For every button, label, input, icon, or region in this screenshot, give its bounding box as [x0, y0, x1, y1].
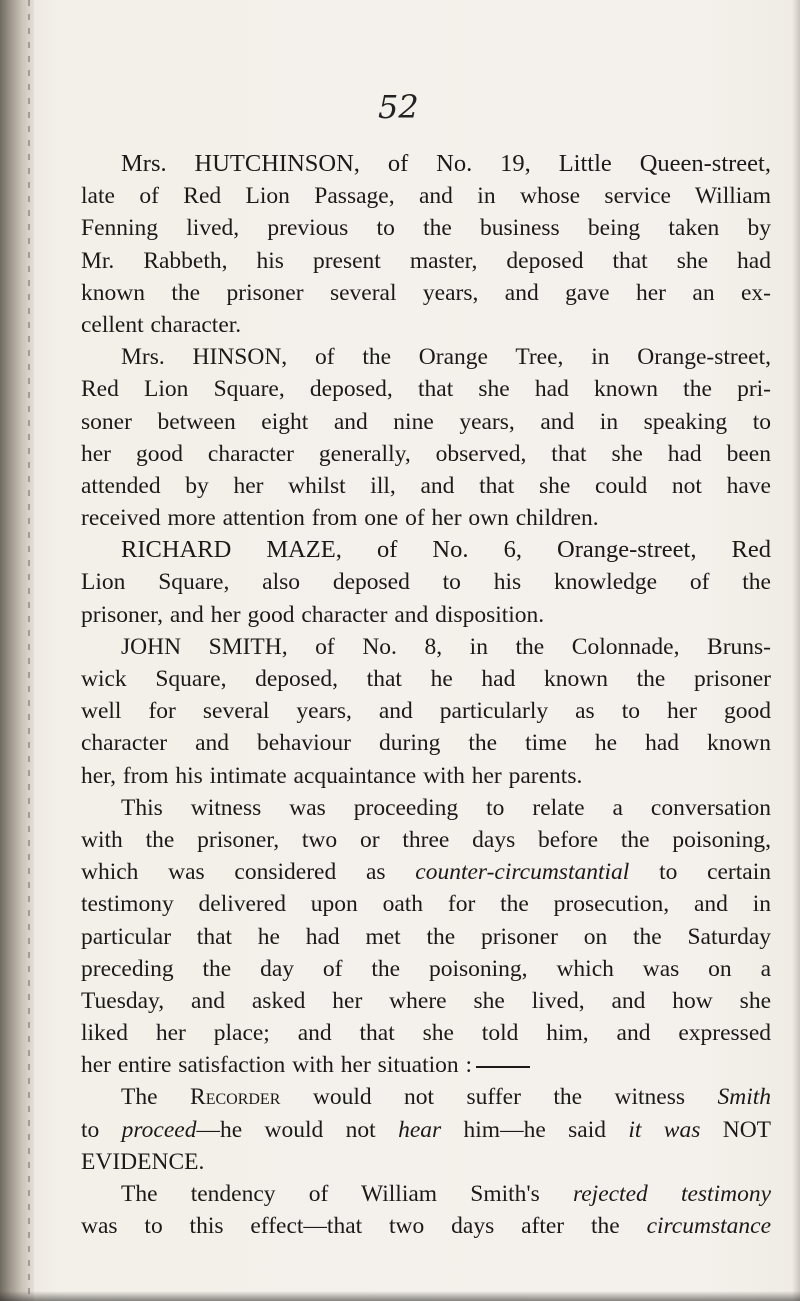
- text-run: would not suffer the witness: [312, 1084, 686, 1111]
- paragraph-smith: [81, 631, 771, 792]
- text-run: was to this effect—that two days after the: [81, 1213, 620, 1240]
- text-run: him—he said: [463, 1116, 606, 1143]
- italic-phrase: counter-circumstantial: [415, 859, 630, 886]
- paragraph-hinson: [81, 341, 771, 534]
- italic-phrase: hear: [398, 1116, 442, 1143]
- text-line: [81, 1178, 771, 1210]
- small-caps-title: Recorder: [190, 1084, 281, 1111]
- text-run: —he would not: [196, 1116, 376, 1143]
- italic-phrase: proceed: [121, 1116, 197, 1143]
- text-line: well for several years, and particularly as to her good: [81, 698, 771, 725]
- text-line: attended by her whilst ill, and that she could not have: [81, 472, 771, 499]
- text-line: This witness was proceeding to relate a conversation: [121, 794, 771, 821]
- text-line: preceding the day of the poisoning, which was on a: [81, 955, 771, 982]
- text-line: received more attention from one of her own children.: [81, 505, 599, 532]
- text-line: liked her place; and that she told him, and expressed: [81, 1020, 771, 1047]
- text-line: testimony delivered upon oath for the prosecution, and in: [81, 891, 771, 918]
- text-line: EVIDENCE.: [81, 1148, 205, 1175]
- text-line: cellent character.: [81, 311, 242, 338]
- em-dash-rule: [476, 1066, 530, 1068]
- text-line: prisoner, and her good character and disposition.: [81, 601, 545, 628]
- page-bottom-edge: [0, 1291, 800, 1301]
- text-line: Mrs. HINSON, of the Orange Tree, in Orange-street,: [121, 344, 771, 371]
- paragraph-hutchinson: [81, 148, 771, 341]
- text-line: her, from his intimate acquaintance with her parents.: [81, 762, 583, 789]
- page-right-edge: [792, 0, 800, 1301]
- text-run: The tendency of William Smith's: [121, 1181, 540, 1207]
- text-line: known the prisoner several years, and gave her an ex-: [81, 279, 771, 306]
- text-line: with the prisoner, two or three days before the poisoning,: [81, 826, 771, 853]
- text-run: which was considered as: [81, 859, 386, 886]
- text-line: [81, 1114, 771, 1146]
- text-run: her entire satisfaction with her situation :: [81, 1052, 473, 1079]
- paragraph-tendency: [81, 1178, 771, 1242]
- text-line: Mr. Rabbeth, his present master, deposed that she had: [81, 247, 771, 274]
- page-body: [81, 148, 771, 1242]
- text-line: wick Square, deposed, that he had known the prisoner: [81, 666, 771, 692]
- text-line: late of Red Lion Passage, and in whose service William: [81, 183, 771, 210]
- paragraph-maze: [81, 534, 771, 631]
- text-line: Red Lion Square, deposed, that she had known the pri-: [81, 376, 771, 403]
- text-run: to: [81, 1116, 100, 1143]
- text-line: RICHARD MAZE, of No. 6, Orange-street, Red: [121, 536, 771, 564]
- paragraph-recorder: [81, 1081, 771, 1178]
- text-line: Tuesday, and asked her where she lived, and how she: [81, 987, 771, 1014]
- page-number: 52: [378, 88, 419, 126]
- text-line: [81, 856, 771, 888]
- text-run: NOT: [722, 1116, 772, 1143]
- text-line: [81, 1081, 771, 1113]
- text-line: [81, 1049, 771, 1081]
- text-line: JOHN SMITH, of No. 8, in the Colonnade, Bruns-: [121, 633, 771, 660]
- paragraph-conversation: [81, 792, 771, 1082]
- text-line: soner between eight and nine years, and in speaking to: [81, 408, 771, 435]
- text-run: to certain: [659, 859, 771, 886]
- book-binding-edge: [0, 0, 34, 1301]
- text-line: particular that he had met the prisoner on the Saturday: [81, 923, 771, 950]
- text-run: The: [121, 1084, 158, 1111]
- text-line: [81, 1210, 771, 1242]
- text-line: Lion Square, also deposed to his knowledge of the: [81, 569, 771, 596]
- italic-phrase: circumstance: [646, 1213, 771, 1240]
- italic-phrase: rejected testimony: [572, 1181, 772, 1207]
- text-line: her good character generally, observed, that she had been: [81, 440, 771, 467]
- italic-phrase: it was: [628, 1116, 701, 1143]
- text-line: character and behaviour during the time he had known: [81, 730, 771, 757]
- text-line: Mrs. HUTCHINSON, of No. 19, Little Queen-street,: [121, 150, 771, 177]
- text-line: Fenning lived, previous to the business being taken by: [81, 215, 771, 242]
- italic-phrase: Smith: [717, 1084, 772, 1111]
